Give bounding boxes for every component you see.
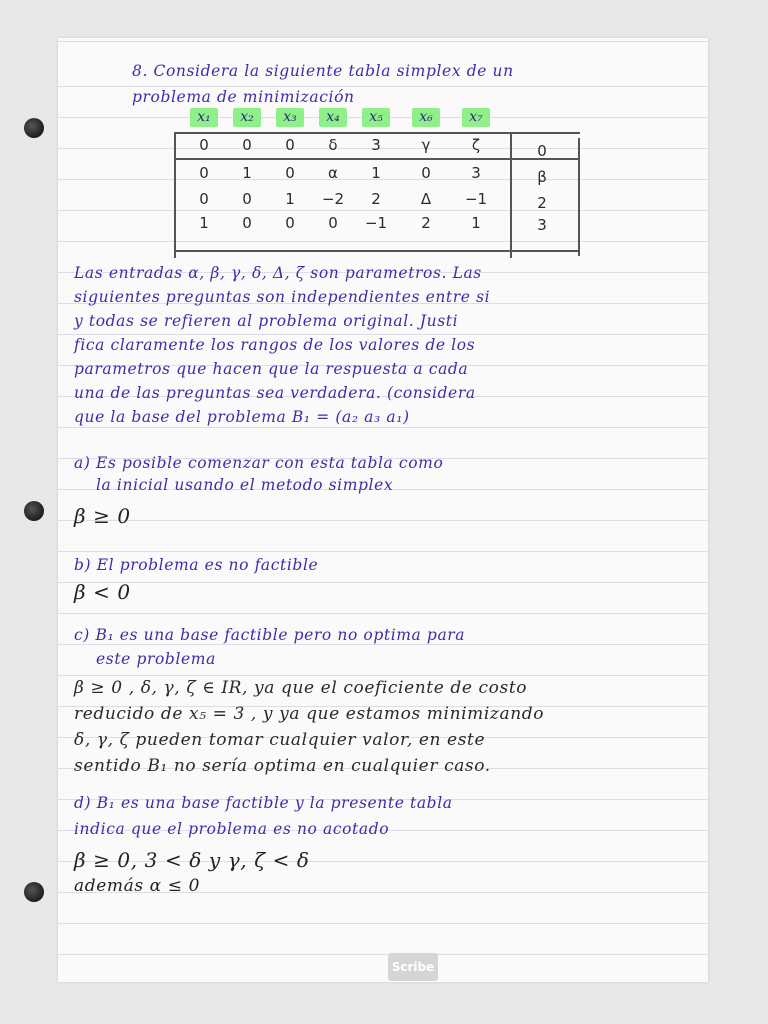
answer-a: β ≥ 0 [74, 504, 131, 528]
table-cell: 2 [421, 214, 431, 232]
table-cell: 0 [199, 136, 209, 154]
answer-c-line: reducido de x₅ = 3 , y ya que estamos minimizando [74, 704, 545, 724]
table-cell-rhs: β [537, 168, 547, 186]
binder-hole-icon [24, 882, 44, 902]
question-d-line1: d) B₁ es una base factible y la presente tabla [74, 794, 453, 812]
problem-title-line1: 8. Considera la siguiente tabla simplex de un [132, 62, 514, 80]
answer-c-line: β ≥ 0 , δ, γ, ζ ∈ IR, ya que el coeficiente de costo [74, 678, 528, 698]
table-cell: 0 [199, 164, 209, 182]
table-rhs-divider [510, 134, 512, 258]
table-cell: −1 [364, 214, 388, 232]
binder-hole-icon [24, 118, 44, 138]
paragraph-line: una de las preguntas sea verdadera. (considera [74, 384, 476, 402]
table-cell: 2 [371, 190, 381, 208]
table-cell: 0 [285, 164, 295, 182]
table-cell-rhs: 2 [537, 194, 547, 212]
table-cell: α [328, 164, 338, 182]
paragraph-line: fica claramente los rangos de los valores de los [74, 336, 476, 354]
question-a-line1: a) Es posible comenzar con esta tabla como [74, 454, 444, 472]
table-cell: 0 [242, 190, 252, 208]
table-top-border [174, 132, 580, 134]
simplex-table [118, 108, 580, 252]
table-cell: δ [328, 136, 338, 154]
table-header-x5: x₅ [362, 108, 390, 127]
table-cell: 0 [242, 214, 252, 232]
table-cell: 0 [421, 164, 431, 182]
table-header-x2: x₂ [233, 108, 261, 127]
scribe-watermark-logo: Scribe [388, 953, 438, 981]
table-cell: 0 [285, 136, 295, 154]
question-a-line2: la inicial usando el metodo simplex [96, 476, 394, 494]
paragraph-line: siguientes preguntas son independientes entre si [74, 288, 491, 306]
table-bottom-border [174, 250, 578, 252]
table-cell: Δ [420, 190, 432, 208]
table-cell: −1 [464, 190, 488, 208]
table-header-x3: x₃ [276, 108, 304, 127]
table-cell-rhs: 0 [537, 142, 547, 160]
paragraph-line: que la base del problema B₁ = (a₂ a₃ a₁) [74, 408, 410, 426]
table-header-x6: x₆ [412, 108, 440, 127]
table-cell: 0 [242, 136, 252, 154]
question-b-line1: b) El problema es no factible [74, 556, 319, 574]
answer-d-line2: además α ≤ 0 [74, 876, 201, 896]
table-header-x7: x₇ [462, 108, 490, 127]
question-d-line2: indica que el problema es no acotado [74, 820, 390, 838]
table-cell: 1 [285, 190, 295, 208]
table-header-x4: x₄ [319, 108, 347, 127]
answer-c-line: sentido B₁ no sería optima en cualquier caso. [74, 756, 491, 776]
table-cell: 0 [285, 214, 295, 232]
answer-c-line: δ, γ, ζ pueden tomar cualquier valor, en este [74, 730, 486, 750]
problem-title-line2: problema de minimización [132, 88, 355, 106]
table-cost-row-divider [174, 158, 578, 160]
question-c-line1: c) B₁ es una base factible pero no optima para [74, 626, 466, 644]
table-cell: 1 [471, 214, 481, 232]
answer-d-line1: β ≥ 0, 3 < δ y γ, ζ < δ [74, 848, 310, 872]
table-cell: 1 [199, 214, 209, 232]
table-cell: γ [421, 136, 431, 154]
binder-hole-icon [24, 501, 44, 521]
table-cell: 0 [199, 190, 209, 208]
table-cell-rhs: 3 [537, 216, 547, 234]
table-left-border [174, 134, 176, 258]
table-cell: 3 [471, 164, 481, 182]
paragraph-line: Las entradas α, β, γ, δ, Δ, ζ son parametros. Las [74, 264, 482, 282]
paragraph-line: parametros que hacen que la respuesta a cada [74, 360, 469, 378]
answer-b: β < 0 [74, 580, 131, 604]
paragraph-line: y todas se refieren al problema original. Justi [74, 312, 459, 330]
table-cell: 1 [242, 164, 252, 182]
table-cell: 0 [328, 214, 338, 232]
table-cell: ζ [471, 136, 481, 154]
table-cell: −2 [321, 190, 345, 208]
table-header-x1: x₁ [190, 108, 218, 127]
question-c-line2: este problema [96, 650, 216, 668]
table-right-border [578, 138, 580, 256]
table-cell: 3 [371, 136, 381, 154]
table-cell: 1 [371, 164, 381, 182]
